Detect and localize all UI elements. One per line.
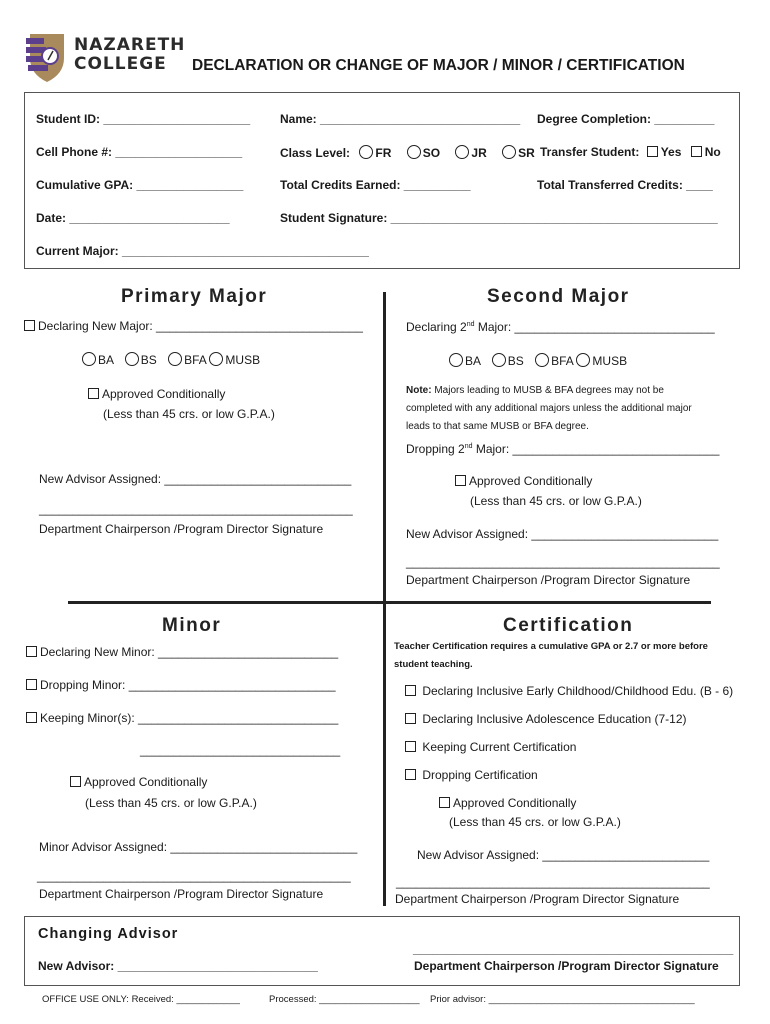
transfer-student (540, 145, 721, 159)
cert-signature-label: Department Chairperson /Program Director Signature (395, 892, 680, 906)
primary-degree-bs[interactable]: BS (125, 353, 157, 367)
class-level (280, 145, 535, 160)
radio-fr[interactable] (359, 145, 373, 159)
minor-advisor-field[interactable]: Minor Advisor Assigned: ____________________________ (39, 840, 358, 854)
student-id-field[interactable]: Student ID: ______________________ (36, 112, 251, 126)
minor-sig-line[interactable]: _______________________________________________ (37, 869, 351, 883)
cell-phone-field[interactable]: Cell Phone #: ___________________ (36, 145, 243, 159)
radio-musb-2[interactable] (576, 353, 590, 367)
primary-sig-line[interactable]: _______________________________________________ (39, 502, 353, 516)
cert-dropping-checkbox[interactable] (405, 769, 416, 780)
second-degree-bfa[interactable]: BFA (535, 354, 573, 368)
minor-declaring-checkbox[interactable] (26, 646, 37, 657)
student-signature-field[interactable]: Student Signature: _________________________________________________ (280, 211, 718, 225)
radio-jr[interactable] (455, 145, 469, 159)
current-major-field[interactable]: Current Major: _____________________________________ (36, 244, 369, 258)
cert-approved-note: (Less than 45 crs. or low G.P.A.) (449, 815, 621, 829)
second-dropping-field[interactable]: Dropping 2nd Major: _______________________________ (406, 442, 720, 456)
radio-ba-2[interactable] (449, 353, 463, 367)
cert-option-keeping[interactable]: Keeping Current Certification (405, 740, 576, 754)
class-level-so[interactable]: SO (407, 146, 440, 160)
second-approved-note: (Less than 45 crs. or low G.P.A.) (470, 494, 642, 508)
changing-advisor-title: Changing Advisor (38, 926, 179, 942)
second-degree-musb[interactable]: MUSB (576, 354, 627, 368)
minor-keeping-checkbox[interactable] (26, 712, 37, 723)
class-level-label: Class Level: (280, 146, 351, 160)
primary-advisor-field[interactable]: New Advisor Assigned: ____________________________ (39, 472, 352, 486)
new-advisor-field[interactable]: New Advisor: ______________________________ (38, 959, 318, 973)
primary-declaring-field[interactable]: Declaring New Major: _______________________________ (24, 319, 363, 333)
college-name-line2: COLLEGE (74, 54, 167, 74)
cert-approved-checkbox[interactable] (439, 797, 450, 808)
second-degree-ba[interactable]: BA (449, 354, 480, 368)
changing-advisor-signature-label: Department Chairperson /Program Director Signature (414, 959, 719, 973)
primary-major-title: Primary Major (121, 286, 268, 307)
primary-degree-options (82, 352, 260, 367)
minor-signature-label: Department Chairperson /Program Director Signature (39, 887, 324, 901)
transfer-yes-label: Yes (660, 145, 682, 159)
radio-bfa[interactable] (168, 352, 182, 366)
office-received-field[interactable]: OFFICE USE ONLY: Received: ____________ (42, 994, 240, 1005)
second-major-note: Note: Majors leading to MUSB & BFA degrees may not be completed with any additional majors unless the additional major leads to that same MUSB or BFA degree. (406, 385, 692, 432)
cert-advisor-field[interactable]: New Advisor Assigned: _________________________ (417, 848, 710, 862)
radio-bs-2[interactable] (492, 353, 506, 367)
total-credits-field[interactable]: Total Credits Earned: __________ (280, 178, 471, 192)
cert-early-childhood-checkbox[interactable] (405, 685, 416, 696)
primary-declaring-checkbox[interactable] (24, 320, 35, 331)
second-sig-line[interactable]: _______________________________________________ (406, 555, 720, 569)
cert-keeping-checkbox[interactable] (405, 741, 416, 752)
minor-title: Minor (162, 615, 222, 636)
date-field[interactable]: Date: ________________________ (36, 211, 230, 225)
transfer-student-label: Transfer Student: (540, 145, 640, 159)
certification-note: Teacher Certification requires a cumulative GPA or 2.7 or more before student teaching. (394, 641, 708, 670)
minor-approved[interactable]: Approved Conditionally (70, 775, 207, 789)
radio-bfa-2[interactable] (535, 353, 549, 367)
minor-dropping-checkbox[interactable] (26, 679, 37, 690)
primary-approved-note: (Less than 45 crs. or low G.P.A.) (103, 407, 275, 421)
primary-approved[interactable]: Approved Conditionally (88, 387, 225, 401)
radio-musb[interactable] (209, 352, 223, 366)
minor-approved-note: (Less than 45 crs. or low G.P.A.) (85, 796, 257, 810)
cumulative-gpa-field[interactable]: Cumulative GPA: ________________ (36, 178, 244, 192)
changing-advisor-sig-line[interactable]: ________________________________________________ (413, 942, 734, 956)
primary-degree-ba[interactable]: BA (82, 353, 113, 367)
college-logo (24, 30, 70, 89)
radio-sr[interactable] (502, 145, 516, 159)
minor-approved-checkbox[interactable] (70, 776, 81, 787)
cert-approved[interactable]: Approved Conditionally (439, 796, 576, 810)
minor-keeping-field[interactable]: Keeping Minor(s): ______________________________ (26, 711, 338, 725)
cert-adolescence-checkbox[interactable] (405, 713, 416, 724)
primary-approved-checkbox[interactable] (88, 388, 99, 399)
cert-option-adolescence[interactable]: Declaring Inclusive Adolescence Education (7-12) (405, 712, 687, 726)
second-advisor-field[interactable]: New Advisor Assigned: ____________________________ (406, 527, 719, 541)
transfer-yes-checkbox[interactable] (647, 146, 658, 157)
total-transferred-field[interactable]: Total Transferred Credits: ____ (537, 178, 713, 192)
second-approved[interactable]: Approved Conditionally (455, 474, 592, 488)
cert-option-early-childhood[interactable]: Declaring Inclusive Early Childhood/Childhood Edu. (B - 6) (405, 684, 733, 698)
radio-ba[interactable] (82, 352, 96, 366)
second-signature-label: Department Chairperson /Program Director Signature (406, 573, 691, 587)
minor-declaring-field[interactable]: Declaring New Minor: ___________________________ (26, 645, 338, 659)
degree-completion-field[interactable]: Degree Completion: _________ (537, 112, 715, 126)
class-level-fr[interactable]: FR (359, 146, 391, 160)
class-level-jr[interactable]: JR (455, 146, 486, 160)
cert-sig-line[interactable]: _______________________________________________ (396, 875, 710, 889)
form-title: DECLARATION OR CHANGE OF MAJOR / MINOR / CERTIFICATION (192, 57, 685, 74)
certification-title: Certification (503, 615, 634, 636)
radio-bs[interactable] (125, 352, 139, 366)
minor-extra-line[interactable]: ______________________________ (140, 743, 341, 757)
vertical-divider (383, 292, 386, 906)
shield-logo-icon (24, 30, 70, 84)
college-name-line1: NAZARETH (74, 35, 186, 55)
transfer-no-label: No (704, 145, 721, 159)
class-level-sr[interactable]: SR (502, 146, 535, 160)
primary-signature-label: Department Chairperson /Program Director Signature (39, 522, 324, 536)
minor-dropping-field[interactable]: Dropping Minor: _______________________________ (26, 678, 336, 692)
second-declaring-field[interactable]: Declaring 2nd Major: ______________________________ (406, 320, 715, 334)
radio-so[interactable] (407, 145, 421, 159)
primary-degree-musb[interactable]: MUSB (209, 353, 260, 367)
horizontal-divider (68, 601, 711, 604)
second-degree-bs[interactable]: BS (492, 354, 524, 368)
cert-option-dropping[interactable]: Dropping Certification (405, 768, 538, 782)
office-prior-advisor-field[interactable]: Prior advisor: _______________________________________ (430, 994, 695, 1005)
transfer-no-checkbox[interactable] (691, 146, 702, 157)
name-field[interactable]: Name: ______________________________ (280, 112, 521, 126)
second-degree-options (449, 353, 627, 368)
second-major-title: Second Major (487, 286, 630, 307)
second-approved-checkbox[interactable] (455, 475, 466, 486)
office-processed-field[interactable]: Processed: ___________________ (269, 994, 420, 1005)
primary-degree-bfa[interactable]: BFA (168, 353, 206, 367)
